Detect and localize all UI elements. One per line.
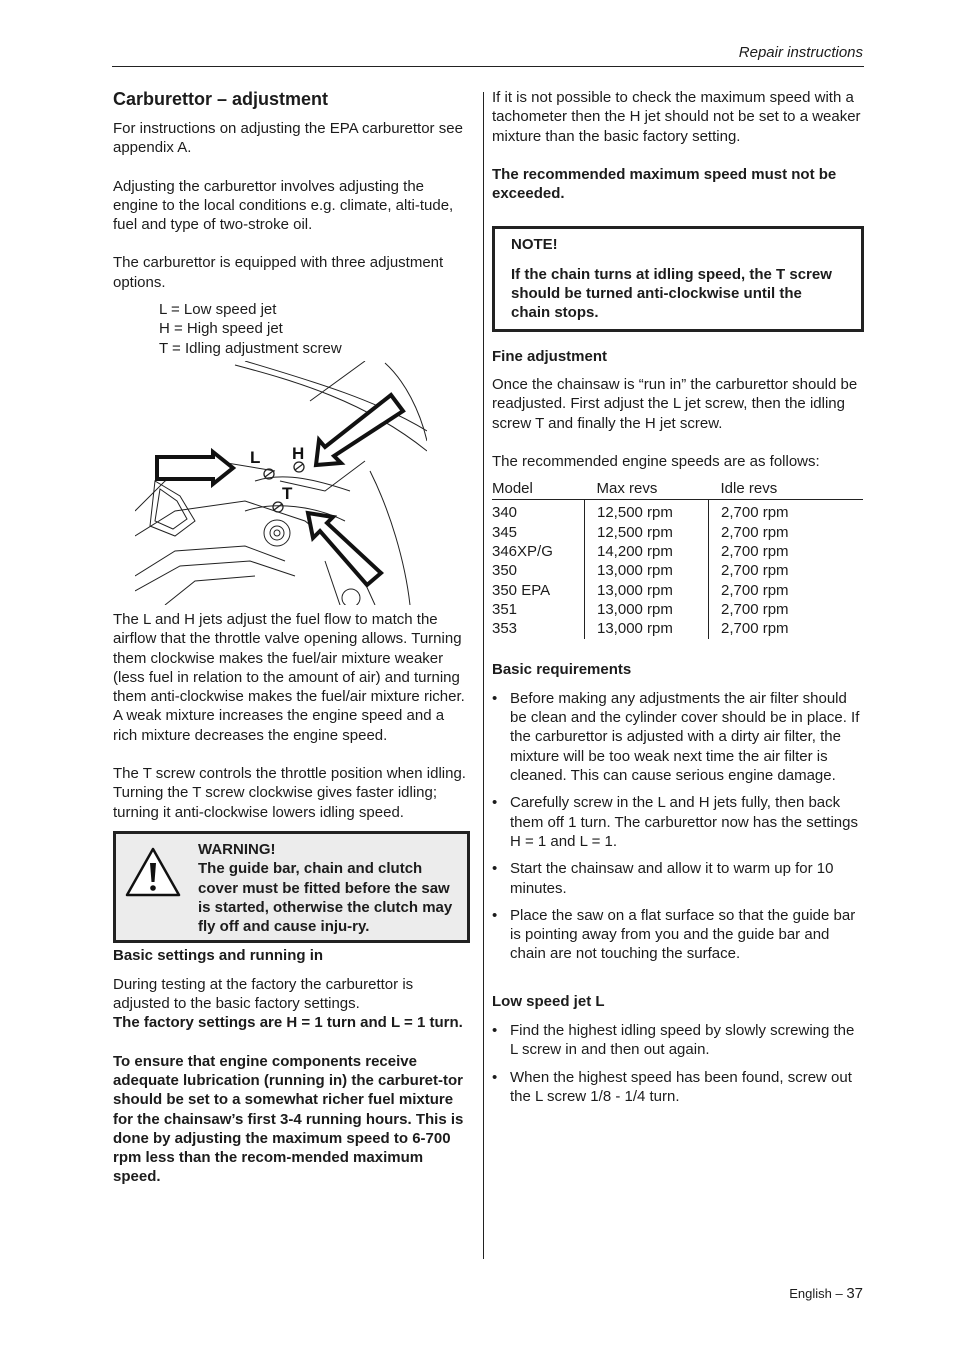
list-item: • Place the saw on a flat surface so that the guide bar is pointing away from you and the guide bar and chain are not touching the surface. — [492, 906, 864, 964]
jet-t: T = Idling adjustment screw — [159, 339, 342, 357]
header-rule — [112, 66, 864, 67]
cell-idle: 2,700 rpm — [721, 620, 789, 638]
low-speed-jet-list — [492, 1021, 864, 1106]
figure-label-l: L — [250, 447, 261, 467]
cell-idle: 2,700 rpm — [721, 581, 789, 599]
running-in-text: To ensure that engine components receive adequate lubrication (running in) the carburet-tor should be set to a somewhat richer fuel mixture for the chainsaw’s first 3-4 running hours. This is done by adjusting the maximum speed to 6-700 rpm less than the recom-mended maximum speed. — [113, 1052, 464, 1186]
cell-idle: 2,700 rpm — [721, 543, 789, 561]
fine-adjustment-text: Once the chainsaw is “run in” the carburettor should be readjusted. First adjust the L jet screw, then the idling screw T and finally the H jet screw. — [492, 375, 858, 432]
warning-text: The guide bar, chain and clutch cover must be fitted before the saw is started, otherwise the clutch may fly off and cause inju-ry. — [198, 860, 453, 936]
t-screw-text: The T screw controls the throttle position when idling. Turning the T screw clockwise gives faster idling; turning it anti-clockwise lowers idling speed. — [113, 765, 466, 821]
cell-model: 346XP/G — [492, 542, 585, 561]
cell-model: 340 — [492, 500, 585, 523]
left-column — [113, 88, 470, 1187]
engine-speed-table — [492, 479, 863, 638]
cell-model: 345 — [492, 523, 585, 542]
table-row — [492, 600, 863, 619]
warning-icon — [124, 840, 198, 936]
cell-max: 13,000 rpm — [585, 619, 709, 638]
lh-jets-text: The L and H jets adjust the fuel flow to match the airflow that the throttle valve opening allows. Turning them clockwise makes the fuel/air mixture weaker (less fuel in relation to the amount of air) and turning them anti-clockwise makes the fuel/air mixture richer. A weak mixture increases the engine speed and a rich mixture decreases the engine speed. — [113, 610, 465, 744]
list-item: • When the highest speed has been found, screw out the L screw 1/8 - 1/4 turn. — [492, 1068, 864, 1107]
basic-requirements-list — [492, 689, 864, 964]
figure-label-t: T — [282, 483, 293, 503]
page-number: 37 — [846, 1285, 863, 1302]
section-title: Carburettor – adjustment — [113, 89, 329, 109]
note-text: If the chain turns at idling speed, the T screw should be turned anti-clockwise until the chain stops. — [511, 265, 832, 322]
cell-max: 13,000 rpm — [585, 600, 709, 619]
factory-settings-text: The factory settings are H = 1 turn and L = 1 turn. — [113, 1014, 463, 1032]
cell-max: 12,500 rpm — [585, 523, 709, 542]
column-divider — [483, 92, 484, 1259]
right-column — [492, 88, 864, 1106]
figure-label-h: H — [292, 443, 305, 463]
table-row — [492, 581, 863, 600]
jet-list — [159, 300, 470, 358]
note-title: NOTE! — [511, 236, 558, 254]
warning-title: WARNING! — [198, 840, 276, 858]
basic-settings-heading: Basic settings and running in — [113, 947, 324, 965]
cell-model: 353 — [492, 619, 585, 638]
jet-l: L = Low speed jet — [159, 301, 277, 319]
jet-h: H = High speed jet — [159, 320, 283, 338]
cell-max: 13,000 rpm — [585, 581, 709, 600]
cell-idle: 2,700 rpm — [721, 504, 789, 522]
footer-language: English – — [789, 1286, 843, 1301]
basic-requirements-heading: Basic requirements — [492, 660, 632, 678]
page-footer — [760, 1284, 863, 1303]
epa-note: For instructions on adjusting the EPA carburettor see appendix A. — [113, 120, 463, 157]
low-speed-jet-heading: Low speed jet L — [492, 992, 605, 1010]
speeds-intro: The recommended engine speeds are as follows: — [492, 452, 820, 470]
cell-model: 350 — [492, 561, 585, 580]
col-max-revs: Max revs — [585, 479, 709, 500]
tachometer-text: If it is not possible to check the maximum speed with a tachometer then the H jet should not be set to a weaker mixture than the basic factory setting. — [492, 89, 861, 145]
cell-idle: 2,700 rpm — [721, 562, 789, 580]
options-intro: The carburettor is equipped with three adjustment options. — [113, 254, 444, 291]
table-row — [492, 500, 863, 523]
fine-adjustment-heading: Fine adjustment — [492, 347, 608, 365]
running-header: Repair instructions — [738, 44, 863, 61]
cell-model: 351 — [492, 600, 585, 619]
list-item: • Find the highest idling speed by slowly screwing the L screw in and then out again. — [492, 1021, 864, 1060]
cell-max: 14,200 rpm — [585, 542, 709, 561]
carburettor-figure — [135, 361, 427, 605]
list-item: • Before making any adjustments the air filter should be clean and the cylinder cover should be in place. If the carburettor is adjusted with a dirty air filter, the mixture will be too weak next time the air filter is cleaned. This can cause serious engine damage. — [492, 689, 864, 785]
table-header-row — [492, 479, 863, 500]
adjust-intro: Adjusting the carburettor involves adjusting the engine to the local conditions e.g. climate, alti-tude, fuel and type of two-stroke oil. — [113, 177, 454, 234]
factory-test-text: During testing at the factory the carburettor is adjusted to the basic factory settings. — [113, 975, 414, 1013]
col-model: Model — [492, 479, 585, 500]
list-item: • Carefully screw in the L and H jets fully, then back them off 1 turn. The carburettor now has the settings H = 1 and L = 1. — [492, 793, 864, 851]
cell-max: 12,500 rpm — [585, 500, 709, 523]
table-row — [492, 523, 863, 542]
list-item: • Start the chainsaw and allow it to warm up for 10 minutes. — [492, 859, 864, 898]
col-idle-revs: Idle revs — [709, 479, 864, 500]
note-box — [492, 226, 864, 331]
cell-idle: 2,700 rpm — [721, 600, 789, 618]
table-row — [492, 561, 863, 580]
table-row — [492, 542, 863, 561]
max-speed-warning: The recommended maximum speed must not be exceeded. — [492, 165, 837, 203]
cell-model: 350 EPA — [492, 581, 585, 600]
cell-idle: 2,700 rpm — [721, 523, 789, 541]
cell-max: 13,000 rpm — [585, 561, 709, 580]
warning-box — [113, 831, 470, 943]
table-row — [492, 619, 863, 638]
